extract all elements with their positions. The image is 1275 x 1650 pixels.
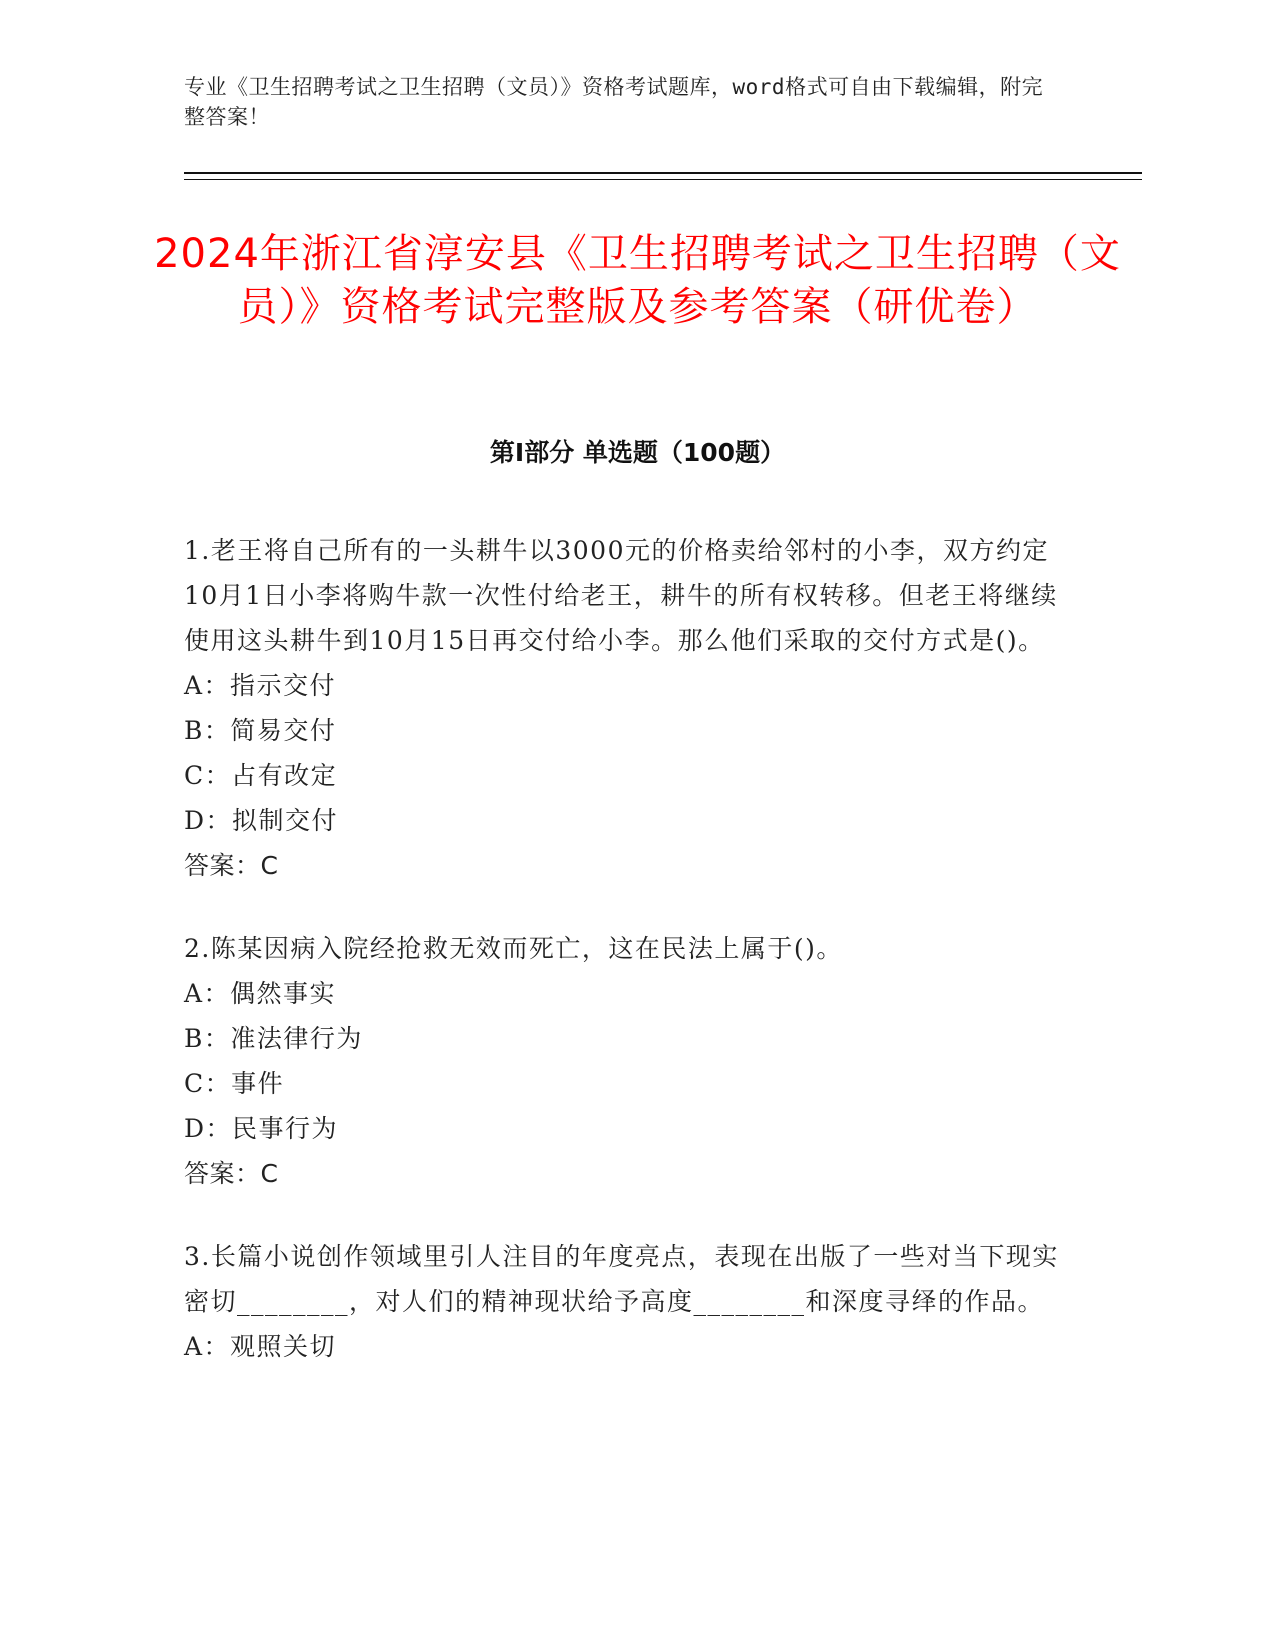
question-item [184, 926, 1064, 1196]
question-text: 3.长篇小说创作领域里引人注目的年度亮点，表现在出版了一些对当下现实密切________，对人们的精神现状给予高度________和深度寻绎的作品。 [184, 1242, 1059, 1316]
question-item [184, 1234, 1064, 1369]
option-a: A：观照关切 [184, 1332, 337, 1361]
option-c: C：事件 [184, 1069, 285, 1098]
question-text: 1.老王将自己所有的一头耕牛以3000元的价格卖给邻村的小李，双方约定10月1日小李将购牛款一次性付给老王，耕牛的所有权转移。但老王将继续使用这头耕牛到10月15日再交付给小李。那么他们采取的交付方式是()。 [184, 536, 1058, 655]
option-b: B：简易交付 [184, 716, 337, 745]
option-a: A：偶然事实 [184, 979, 337, 1008]
question-text: 2.陈某因病入院经抢救无效而死亡，这在民法上属于()。 [184, 934, 843, 963]
option-d: D：拟制交付 [184, 806, 339, 835]
option-a: A：指示交付 [184, 671, 337, 700]
option-b: B：准法律行为 [184, 1024, 363, 1053]
header-divider-thin [184, 179, 1142, 180]
option-c: C：占有改定 [184, 761, 338, 790]
question-list [184, 528, 1064, 1407]
section-title: 第Ⅰ部分 单选题（100题） [489, 438, 786, 467]
answer-text: 答案：C [184, 851, 279, 880]
header-note: 专业《卫生招聘考试之卫生招聘（文员）》资格考试题库，word格式可自由下载编辑，附完整答案！ [184, 75, 1044, 129]
question-item [184, 528, 1064, 888]
answer-text: 答案：C [184, 1159, 279, 1188]
document-title: 2024年浙江省淳安县《卫生招聘考试之卫生招聘（文员）》资格考试完整版及参考答案（研优卷） [154, 231, 1121, 330]
option-d: D：民事行为 [184, 1114, 339, 1143]
header-divider-thick [184, 172, 1142, 174]
